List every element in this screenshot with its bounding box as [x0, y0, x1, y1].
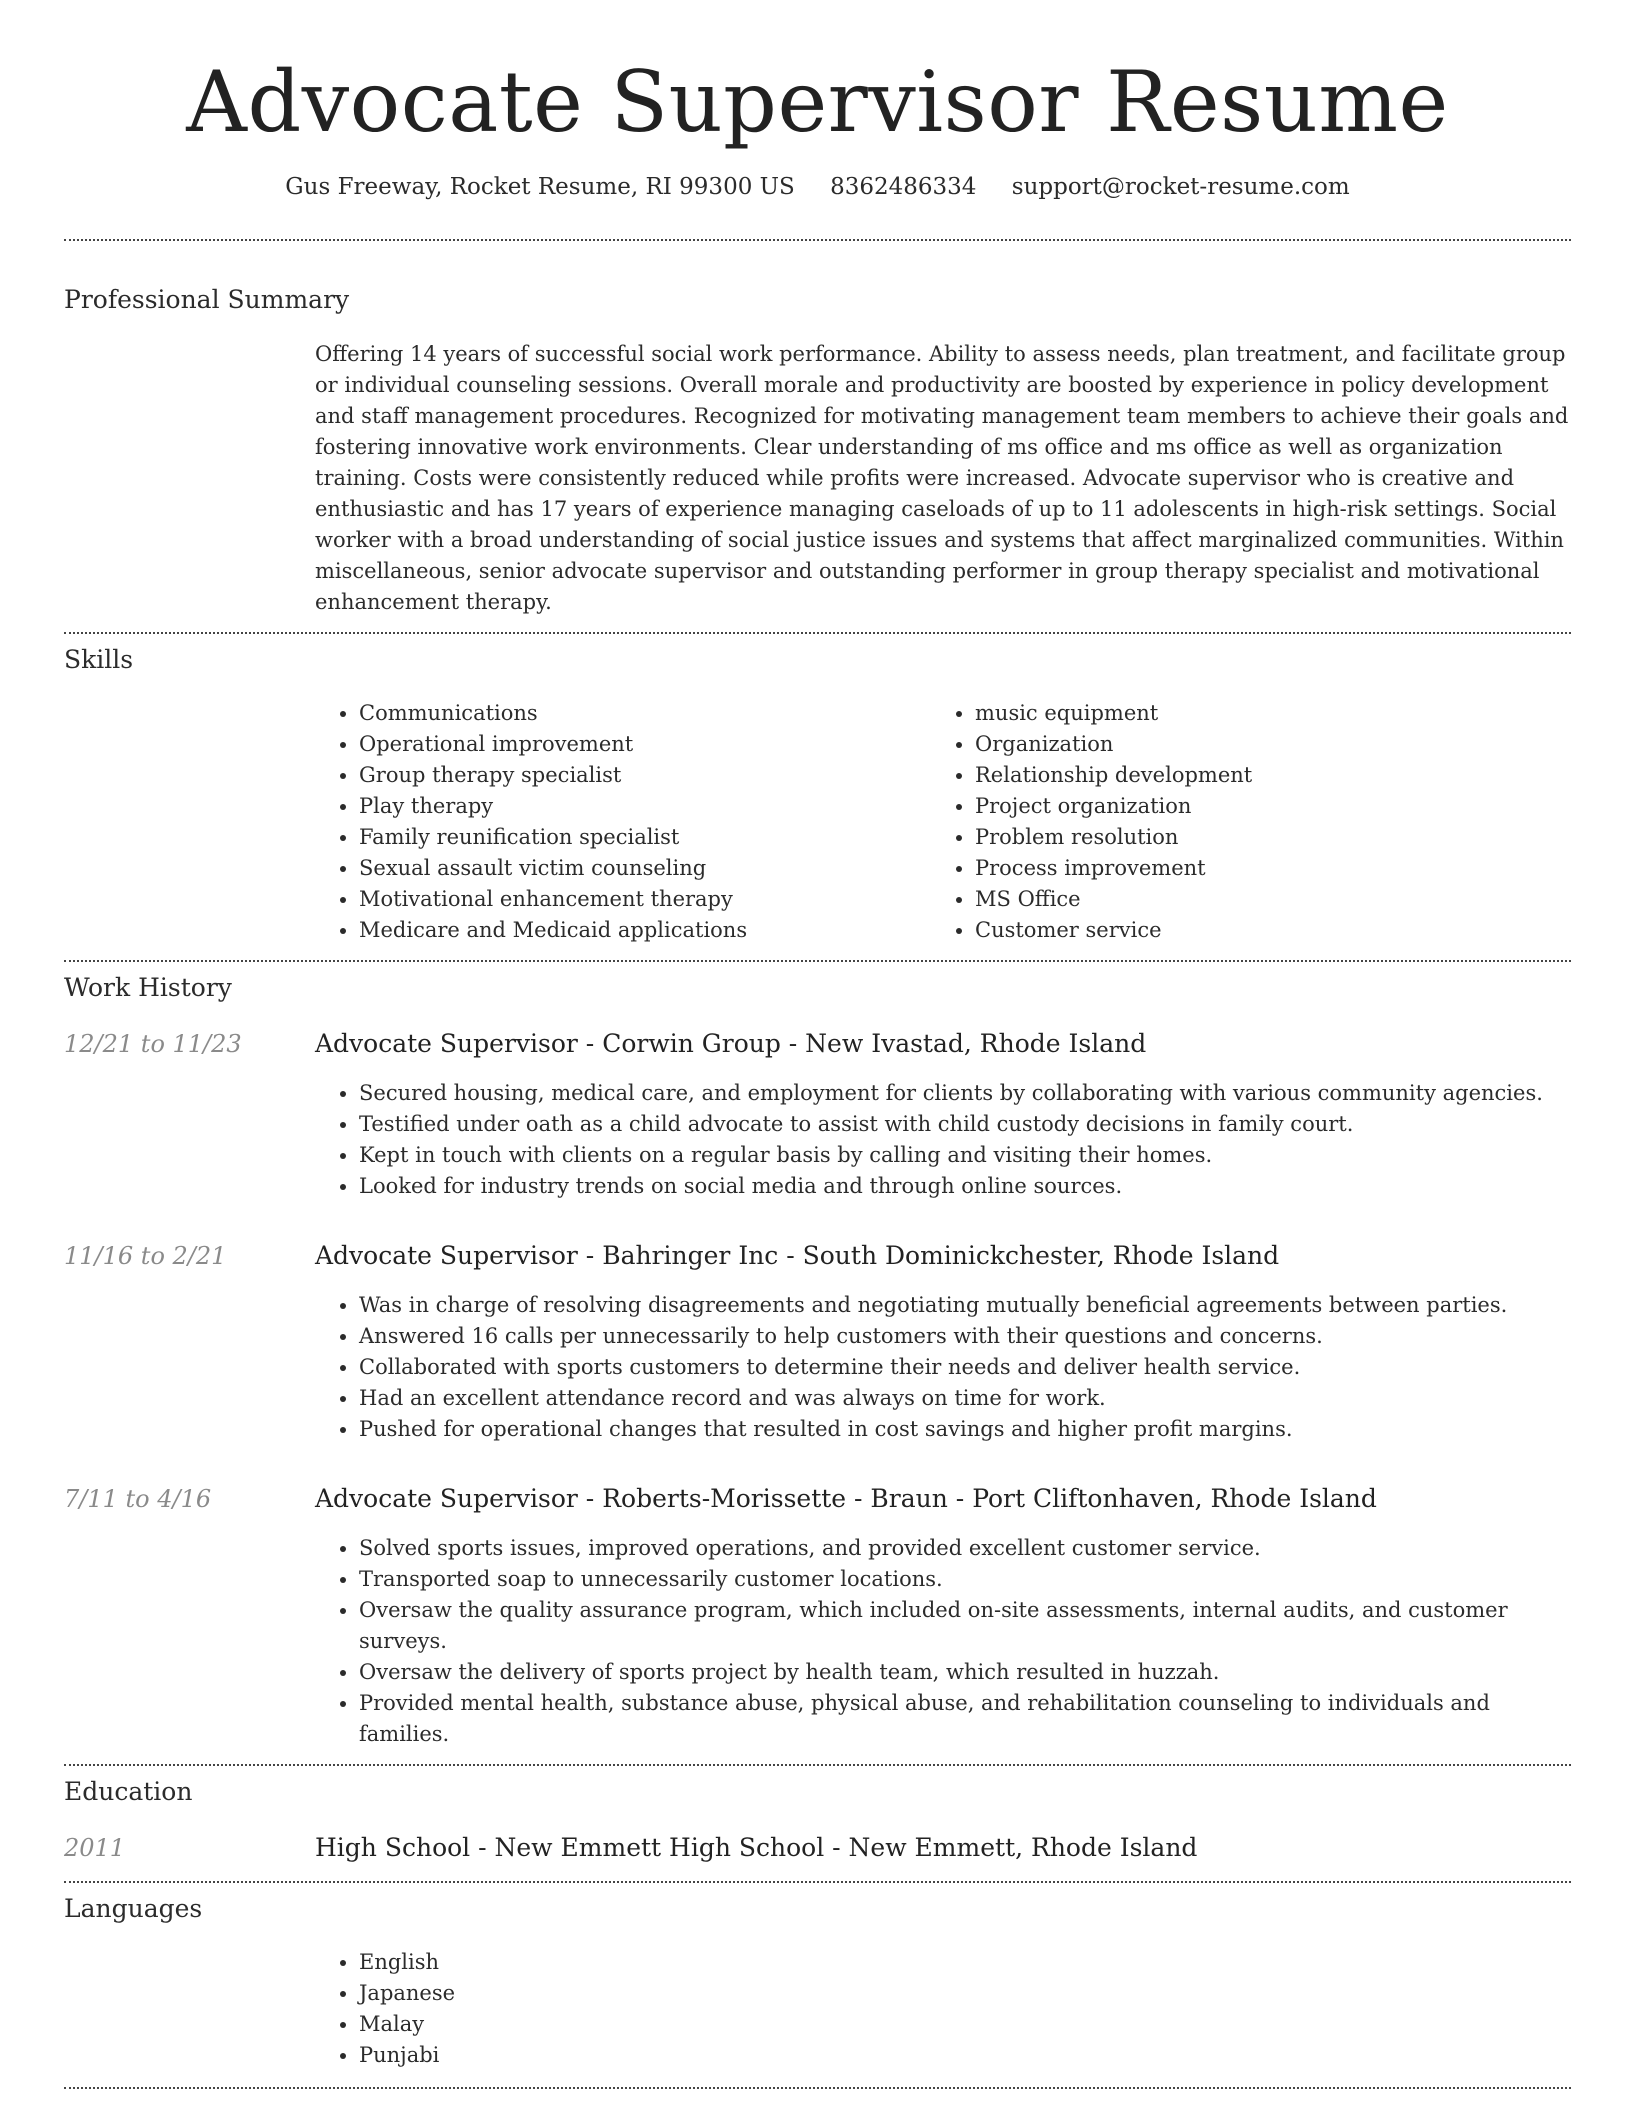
resume-page	[64, 0, 1571, 2089]
summary-section	[64, 285, 1571, 618]
job-bullets	[315, 1533, 1571, 1750]
divider	[64, 239, 1571, 241]
skill-item: • Process improvement	[975, 853, 1547, 884]
divider	[64, 632, 1571, 634]
job-bullets	[315, 1078, 1571, 1202]
language-item: • English	[359, 1947, 1571, 1978]
job-bullet: • Solved sports issues, improved operations, and provided excellent customer service.	[359, 1533, 1571, 1564]
job-bullet: • Secured housing, medical care, and employment for clients by collaborating with various community agencies.	[359, 1078, 1571, 1109]
job-bullet: • Looked for industry trends on social media and through online sources.	[359, 1171, 1571, 1202]
job-dates: 7/11 to 4/16	[64, 1485, 212, 1513]
language-item: • Punjabi	[359, 2040, 1571, 2071]
contact-line	[64, 172, 1571, 202]
job-title: Advocate Supervisor - Roberts-Morissette - Braun - Port Cliftonhaven, Rhode Island	[315, 1484, 1377, 1513]
divider	[64, 1881, 1571, 1883]
skill-item: • Play therapy	[359, 791, 931, 822]
job-entry	[64, 1240, 1571, 1445]
languages-heading: Languages	[64, 1894, 203, 1923]
divider	[64, 960, 1571, 962]
summary-text: Offering 14 years of successful social work performance. Ability to assess needs, plan treatment, and facilitate group or individual counseling sessions. Overall morale and productivity are boosted by experience in policy development and staff management procedures. Recognized for motivating management team members to achieve their goals and fostering innovative work environments. Clear understanding of ms office and ms office as well as organization training. Costs were consistently reduced while profits were increased. Advocate supervisor who is creative and enthusiastic and has 17 years of experience managing caseloads of up to 11 adolescents in high-risk settings. Social worker with a broad understanding of social justice issues and systems that affect marginalized communities. Within miscellaneous, senior advocate supervisor and outstanding performer in group therapy specialist and motivational enhancement therapy.	[315, 342, 1569, 614]
skills-list-left	[315, 698, 931, 946]
email: support@rocket-resume.com	[1011, 174, 1350, 200]
education-section	[64, 1777, 1571, 1864]
skill-item: • Project organization	[975, 791, 1547, 822]
divider	[64, 2087, 1571, 2089]
job-bullet: • Oversaw the quality assurance program, which included on-site assessments, internal audits, and customer surveys.	[359, 1595, 1571, 1657]
work-history-section	[64, 973, 1571, 1750]
job-dates: 11/16 to 2/21	[64, 1242, 227, 1270]
education-date: 2011	[64, 1834, 126, 1862]
job-entry	[64, 1028, 1571, 1202]
job-bullet: • Answered 16 calls per unnecessarily to help customers with their questions and concerns.	[359, 1321, 1571, 1352]
job-title: Advocate Supervisor - Bahringer Inc - South Dominickchester, Rhode Island	[315, 1241, 1280, 1270]
phone: 8362486334	[830, 174, 977, 200]
languages-list	[315, 1947, 1571, 2071]
job-dates: 12/21 to 11/23	[64, 1030, 242, 1058]
skill-item: • Communications	[359, 698, 931, 729]
skill-item: • Operational improvement	[359, 729, 931, 760]
language-item: • Japanese	[359, 1978, 1571, 2009]
job-bullet: • Testified under oath as a child advocate to assist with child custody decisions in family court.	[359, 1109, 1571, 1140]
languages-section	[64, 1894, 1571, 2071]
skill-item: • Organization	[975, 729, 1547, 760]
skill-item: • Motivational enhancement therapy	[359, 884, 931, 915]
job-title: Advocate Supervisor - Corwin Group - New Ivastad, Rhode Island	[315, 1029, 1147, 1058]
job-bullet: • Was in charge of resolving disagreements and negotiating mutually beneficial agreements between parties.	[359, 1290, 1571, 1321]
skills-section	[64, 645, 1571, 946]
education-entry	[64, 1832, 1571, 1864]
job-bullet: • Transported soap to unnecessarily customer locations.	[359, 1564, 1571, 1595]
skill-item: • Problem resolution	[975, 822, 1547, 853]
address: Gus Freeway, Rocket Resume, RI 99300 US	[285, 174, 795, 200]
job-bullet: • Oversaw the delivery of sports project by health team, which resulted in huzzah.	[359, 1657, 1571, 1688]
skill-item: • Customer service	[975, 915, 1547, 946]
skills-heading: Skills	[64, 645, 134, 674]
job-entry	[64, 1483, 1571, 1750]
skill-item: • Medicare and Medicaid applications	[359, 915, 931, 946]
job-bullet: • Pushed for operational changes that resulted in cost savings and higher profit margins.	[359, 1414, 1571, 1445]
education-heading: Education	[64, 1777, 193, 1806]
job-bullet: • Had an excellent attendance record and was always on time for work.	[359, 1383, 1571, 1414]
job-bullet: • Provided mental health, substance abuse, physical abuse, and rehabilitation counseling to individuals and families.	[359, 1688, 1571, 1750]
skill-item: • MS Office	[975, 884, 1547, 915]
language-item: • Malay	[359, 2009, 1571, 2040]
education-title: High School - New Emmett High School - New Emmett, Rhode Island	[315, 1833, 1198, 1862]
summary-heading: Professional Summary	[64, 285, 350, 314]
resume-title: Advocate Supervisor Resume	[186, 53, 1449, 151]
work-history-heading: Work History	[64, 973, 232, 1002]
skill-item: • Relationship development	[975, 760, 1547, 791]
job-bullets	[315, 1290, 1571, 1445]
job-bullet: • Kept in touch with clients on a regular basis by calling and visiting their homes.	[359, 1140, 1571, 1171]
skills-list-right	[931, 698, 1547, 946]
job-bullet: • Collaborated with sports customers to determine their needs and deliver health service.	[359, 1352, 1571, 1383]
skill-item: • music equipment	[975, 698, 1547, 729]
skill-item: • Family reunification specialist	[359, 822, 931, 853]
divider	[64, 1764, 1571, 1766]
skill-item: • Group therapy specialist	[359, 760, 931, 791]
skill-item: • Sexual assault victim counseling	[359, 853, 931, 884]
